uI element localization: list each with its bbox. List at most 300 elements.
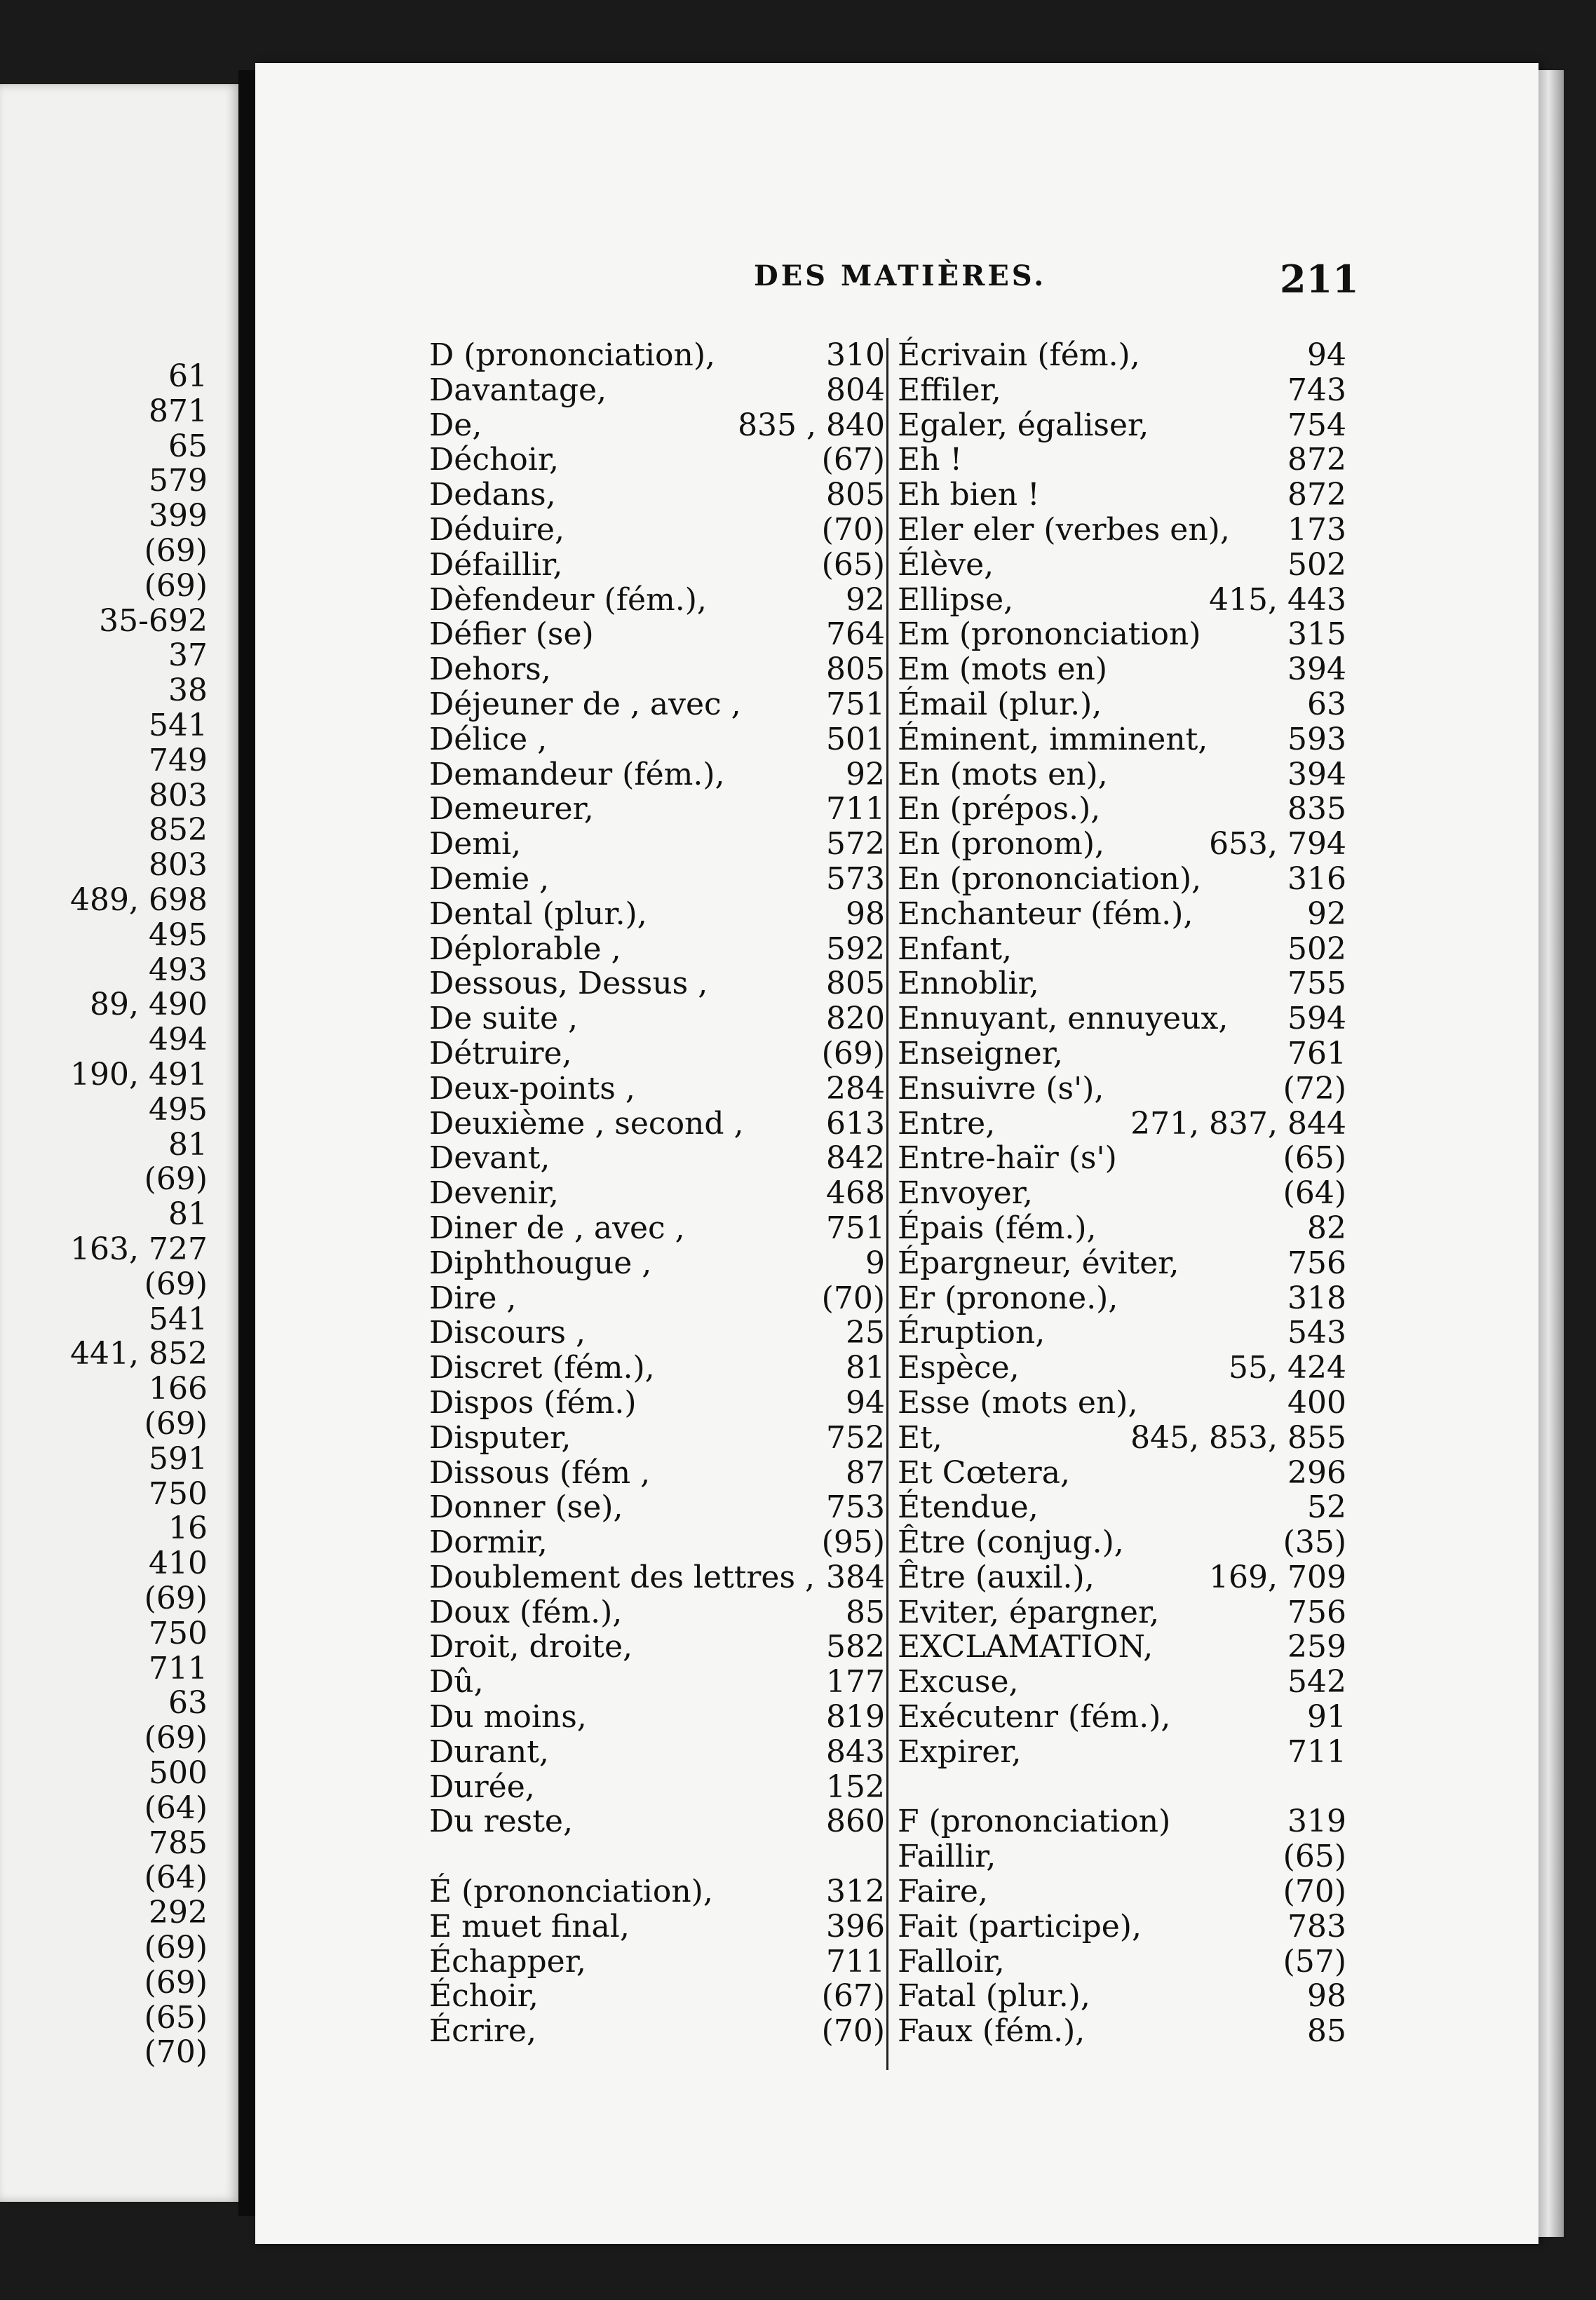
index-entry <box>898 1525 1346 1560</box>
left-margin-number: 852 <box>149 812 208 848</box>
index-entry <box>429 1560 885 1595</box>
index-pages: 152 <box>826 1768 885 1805</box>
index-term: Durant, <box>429 1733 549 1770</box>
index-pages: 653, 794 <box>1209 826 1346 862</box>
index-term: Déplorable , <box>429 931 621 967</box>
index-entry <box>898 1071 1346 1107</box>
left-margin-number: 441, 852 <box>70 1336 208 1372</box>
index-pages: 753 <box>826 1489 885 1526</box>
index-entry <box>429 1525 885 1560</box>
index-pages: 835 , 840 <box>738 407 885 443</box>
index-term: Exécutenr (fém.), <box>898 1699 1171 1736</box>
index-pages: 94 <box>1307 337 1346 373</box>
index-term: Ennoblir, <box>898 966 1039 1002</box>
left-margin-number: 61 <box>168 358 208 394</box>
index-pages: 94 <box>846 1384 885 1421</box>
index-pages: (95) <box>821 1524 885 1561</box>
index-pages: 173 <box>1287 511 1346 548</box>
index-pages: 25 <box>846 1315 885 1351</box>
index-term: Élève, <box>898 546 994 583</box>
index-term: Entre-haïr (s') <box>898 1140 1117 1177</box>
index-pages: 81 <box>846 1350 885 1386</box>
index-entry <box>429 966 885 1001</box>
index-term: Déchoir, <box>429 442 560 478</box>
index-term: Droit, droite, <box>429 1629 633 1665</box>
index-pages: (65) <box>1283 1839 1346 1875</box>
index-pages: 91 <box>1307 1699 1346 1736</box>
left-margin-number: 410 <box>149 1545 208 1582</box>
index-entry <box>429 1909 885 1944</box>
index-entry <box>898 1490 1346 1525</box>
index-term: Ensuivre (s'), <box>898 1070 1104 1107</box>
index-pages: (69) <box>821 1035 885 1071</box>
index-term: Déduire, <box>429 511 564 548</box>
index-entry <box>898 1176 1346 1211</box>
index-term: En (prononciation), <box>898 860 1202 897</box>
index-pages: 542 <box>1287 1664 1346 1700</box>
index-pages: 310 <box>826 337 885 373</box>
index-term: Expirer, <box>898 1733 1022 1770</box>
index-term: Dedans, <box>429 477 556 513</box>
index-entry <box>429 1665 885 1700</box>
index-pages: (70) <box>821 1280 885 1316</box>
index-term: Demeurer, <box>429 791 594 827</box>
index-term: Diner de , avec , <box>429 1210 685 1246</box>
index-pages: 316 <box>1287 860 1346 897</box>
index-entry <box>898 1421 1346 1456</box>
index-term: Étendue, <box>898 1489 1039 1526</box>
index-term: Dispos (fém.) <box>429 1384 637 1421</box>
index-entry <box>898 1560 1346 1595</box>
left-margin-number: 493 <box>149 952 208 988</box>
index-pages: 843 <box>826 1733 885 1770</box>
index-entry <box>898 1211 1346 1246</box>
index-entry <box>429 652 885 687</box>
index-entry <box>429 1630 885 1665</box>
index-term: F (prononciation) <box>898 1804 1171 1840</box>
index-entry <box>898 1770 1346 1805</box>
index-entry <box>898 1456 1346 1491</box>
index-term: Et, <box>898 1419 942 1456</box>
index-entry <box>429 722 885 757</box>
index-term: Er (pronone.), <box>898 1280 1118 1316</box>
index-entry <box>898 792 1346 827</box>
index-term: Délice , <box>429 721 548 757</box>
index-pages: 819 <box>826 1699 885 1736</box>
left-margin-number: 163, 727 <box>70 1231 208 1267</box>
index-pages: 761 <box>1287 1035 1346 1071</box>
index-term: Devenir, <box>429 1175 559 1212</box>
index-entry <box>429 478 885 513</box>
index-entry <box>429 1456 885 1491</box>
index-term: Demie , <box>429 860 550 897</box>
index-term: Eviter, épargner, <box>898 1594 1160 1630</box>
index-term: De suite , <box>429 1001 578 1037</box>
index-term: Durée, <box>429 1768 535 1805</box>
index-term: Em (mots en) <box>898 651 1107 688</box>
index-pages: (72) <box>1283 1070 1346 1107</box>
left-margin-number: (69) <box>144 1161 208 1198</box>
index-term: En (mots en), <box>898 756 1108 792</box>
left-margin-number: 749 <box>149 742 208 778</box>
index-entry <box>898 1874 1346 1909</box>
index-entry <box>429 792 885 827</box>
index-term: E muet final, <box>429 1908 630 1944</box>
index-entry <box>429 1839 885 1874</box>
index-entry <box>898 1735 1346 1770</box>
left-margin-number: 37 <box>168 637 208 674</box>
index-term: Échapper, <box>429 1943 586 1980</box>
index-entry <box>898 1804 1346 1839</box>
page-edge <box>1538 70 1564 2237</box>
left-margin-number: 16 <box>168 1510 208 1547</box>
index-pages: (65) <box>1283 1140 1346 1177</box>
index-column-a <box>429 338 885 2049</box>
index-term: Défaillir, <box>429 546 563 583</box>
index-term: Effiler, <box>898 372 1001 408</box>
index-term: Esse (mots en), <box>898 1384 1138 1421</box>
index-entry <box>429 1001 885 1036</box>
index-pages: 82 <box>1307 1210 1346 1246</box>
index-term: Épais (fém.), <box>898 1210 1097 1246</box>
index-entry <box>429 1735 885 1770</box>
index-entry <box>429 408 885 443</box>
index-entry <box>429 1700 885 1735</box>
left-margin-number: 750 <box>149 1615 208 1651</box>
index-pages: 384 <box>826 1559 885 1595</box>
index-pages: 502 <box>1287 546 1346 583</box>
index-pages: 400 <box>1287 1384 1346 1421</box>
index-entry <box>429 513 885 548</box>
index-entry <box>429 687 885 722</box>
left-margin-number: 803 <box>149 847 208 884</box>
left-margin-number: (69) <box>144 567 208 604</box>
index-entry <box>429 1804 885 1839</box>
index-entry <box>898 1315 1346 1351</box>
index-pages: 396 <box>826 1908 885 1944</box>
index-entry <box>429 548 885 583</box>
left-margin-number: (64) <box>144 1860 208 1896</box>
index-pages: 177 <box>826 1664 885 1700</box>
index-entry <box>429 1490 885 1525</box>
index-term: De, <box>429 407 482 443</box>
index-pages: 805 <box>826 477 885 513</box>
index-term: Écrivain (fém.), <box>898 337 1140 373</box>
index-pages: 169, 709 <box>1209 1559 1346 1595</box>
index-term: É (prononciation), <box>429 1874 713 1910</box>
index-entry <box>898 1839 1346 1874</box>
index-entry <box>898 1001 1346 1036</box>
index-term: Dehors, <box>429 651 551 688</box>
left-margin-number: 399 <box>149 498 208 534</box>
index-term: Défier (se) <box>429 616 594 653</box>
index-pages: 284 <box>826 1070 885 1107</box>
index-term: Egaler, égaliser, <box>898 407 1149 443</box>
index-pages: 613 <box>826 1105 885 1142</box>
index-term: Dû, <box>429 1664 484 1700</box>
index-entry <box>898 548 1346 583</box>
page-number: 211 <box>1280 257 1359 302</box>
index-term: Du reste, <box>429 1804 573 1840</box>
index-pages: 751 <box>826 686 885 722</box>
index-entry <box>898 1630 1346 1665</box>
index-term: Deux-points , <box>429 1070 635 1107</box>
index-entry <box>898 722 1346 757</box>
left-margin-number: 81 <box>168 1196 208 1233</box>
index-entry <box>898 1246 1346 1281</box>
index-term: Et Cœtera, <box>898 1454 1070 1491</box>
index-pages: 296 <box>1287 1454 1346 1491</box>
index-pages: 845, 853, 855 <box>1130 1419 1346 1456</box>
index-pages: 87 <box>846 1454 885 1491</box>
index-entry <box>898 932 1346 967</box>
index-term: Déjeuner de , avec , <box>429 686 741 722</box>
index-term: Détruire, <box>429 1035 572 1071</box>
index-entry <box>898 862 1346 897</box>
index-entry <box>898 478 1346 513</box>
index-entry <box>898 757 1346 792</box>
index-entry <box>898 1281 1346 1316</box>
index-entry <box>898 1700 1346 1735</box>
index-pages: 755 <box>1287 966 1346 1002</box>
left-margin-number: 495 <box>149 916 208 953</box>
index-pages: 711 <box>1287 1733 1346 1770</box>
index-pages: 872 <box>1287 442 1346 478</box>
index-pages: 872 <box>1287 477 1346 513</box>
index-pages: 804 <box>826 372 885 408</box>
index-term: D (prononciation), <box>429 337 715 373</box>
index-term: Dire , <box>429 1280 517 1316</box>
index-entry <box>898 966 1346 1001</box>
index-pages: (70) <box>821 511 885 548</box>
index-entry <box>429 1071 885 1107</box>
index-pages: 592 <box>826 931 885 967</box>
index-pages: 98 <box>1307 1978 1346 2015</box>
index-pages: 783 <box>1287 1908 1346 1944</box>
left-margin-number: (69) <box>144 533 208 569</box>
index-pages: (65) <box>821 546 885 583</box>
index-entry <box>429 1386 885 1421</box>
index-term: Eh ! <box>898 442 963 478</box>
left-margin-number: 166 <box>149 1371 208 1407</box>
index-term: Dissous (fém , <box>429 1454 651 1491</box>
index-pages: 92 <box>846 756 885 792</box>
index-entry <box>898 687 1346 722</box>
index-pages: 85 <box>846 1594 885 1630</box>
index-pages: 468 <box>826 1175 885 1212</box>
index-entry <box>898 827 1346 862</box>
index-pages: 842 <box>826 1140 885 1177</box>
index-entry <box>429 1770 885 1805</box>
index-entry <box>898 1386 1346 1421</box>
left-margin-number: (69) <box>144 1930 208 1966</box>
index-pages: 98 <box>846 895 885 932</box>
index-term: Em (prononciation) <box>898 616 1201 653</box>
left-margin-number: (69) <box>144 1964 208 2001</box>
index-pages: 92 <box>1307 895 1346 932</box>
index-entry <box>898 652 1346 687</box>
left-margin-number: 500 <box>149 1755 208 1791</box>
index-entry <box>429 373 885 408</box>
index-entry <box>898 513 1346 548</box>
index-term: EXCLAMATION, <box>898 1629 1154 1665</box>
index-entry <box>898 1944 1346 1980</box>
left-margin-number: 750 <box>149 1475 208 1512</box>
index-entry <box>898 1351 1346 1386</box>
left-margin-number: 541 <box>149 1301 208 1337</box>
index-entry <box>898 1107 1346 1142</box>
index-term: Épargneur, éviter, <box>898 1245 1179 1281</box>
index-entry <box>898 1141 1346 1176</box>
index-term: Enfant, <box>898 931 1012 967</box>
index-pages: 502 <box>1287 931 1346 967</box>
left-margin-number: 65 <box>168 428 208 464</box>
index-entry <box>429 1281 885 1316</box>
index-term: Ellipse, <box>898 581 1014 618</box>
left-margin-number: 38 <box>168 672 208 709</box>
running-head: DES MATIÈRES. <box>754 259 1047 292</box>
index-entry <box>429 1036 885 1071</box>
index-pages: 572 <box>826 826 885 862</box>
index-term: Éruption, <box>898 1315 1046 1351</box>
index-pages: 573 <box>826 860 885 897</box>
index-pages: (57) <box>1283 1943 1346 1980</box>
index-pages: (70) <box>821 2013 885 2050</box>
index-entry <box>429 827 885 862</box>
index-term: Espèce, <box>898 1350 1020 1386</box>
index-entry <box>429 932 885 967</box>
index-term: Dental (plur.), <box>429 895 647 932</box>
index-term: Diphthougue , <box>429 1245 652 1281</box>
left-margin-number: 711 <box>149 1650 208 1686</box>
index-pages: 756 <box>1287 1594 1346 1630</box>
index-pages: 594 <box>1287 1001 1346 1037</box>
index-entry <box>429 1315 885 1351</box>
index-pages: (35) <box>1283 1524 1346 1561</box>
index-pages: 756 <box>1287 1245 1346 1281</box>
left-margin-number: (69) <box>144 1720 208 1757</box>
left-margin-number: (65) <box>144 1999 208 2036</box>
index-column-b <box>898 338 1346 2049</box>
index-term: Demandeur (fém.), <box>429 756 725 792</box>
index-pages: 820 <box>826 1001 885 1037</box>
index-pages: 315 <box>1287 616 1346 653</box>
index-term: Enchanteur (fém.), <box>898 895 1193 932</box>
index-entry <box>898 442 1346 478</box>
index-pages: 394 <box>1287 651 1346 688</box>
index-entry <box>898 1909 1346 1944</box>
index-entry <box>898 617 1346 652</box>
left-margin-number: 803 <box>149 777 208 813</box>
index-pages: 582 <box>826 1629 885 1665</box>
index-term: Deuxième , second , <box>429 1105 744 1142</box>
left-margin-number: 89, 490 <box>90 987 208 1023</box>
index-entry <box>429 897 885 932</box>
index-term: Faillir, <box>898 1839 996 1875</box>
left-margin-number: 35-692 <box>99 602 208 639</box>
left-margin-number: 81 <box>168 1126 208 1163</box>
index-term: Discours , <box>429 1315 586 1351</box>
index-entry <box>898 1979 1346 2014</box>
index-term: Eler eler (verbes en), <box>898 511 1230 548</box>
index-term: Faire, <box>898 1874 988 1910</box>
index-pages: 711 <box>826 1943 885 1980</box>
index-pages: 271, 837, 844 <box>1130 1105 1346 1142</box>
index-pages: 860 <box>826 1804 885 1840</box>
index-pages: 312 <box>826 1874 885 1910</box>
index-term: Faux (fém.), <box>898 2013 1086 2050</box>
index-pages: 318 <box>1287 1280 1346 1316</box>
index-entry <box>898 1036 1346 1071</box>
index-term: Falloir, <box>898 1943 1005 1980</box>
index-entry <box>429 1141 885 1176</box>
index-entry <box>429 1246 885 1281</box>
index-term: En (pronom), <box>898 826 1105 862</box>
book-gutter <box>238 70 255 2216</box>
index-entry <box>429 1874 885 1909</box>
index-pages: 711 <box>826 791 885 827</box>
index-term: Être (auxil.), <box>898 1559 1095 1595</box>
left-margin-number: (64) <box>144 1790 208 1826</box>
left-margin-number: (70) <box>144 2034 208 2071</box>
index-pages: 805 <box>826 651 885 688</box>
index-pages: 259 <box>1287 1629 1346 1665</box>
index-pages: 835 <box>1287 791 1346 827</box>
index-term: Discret (fém.), <box>429 1350 655 1386</box>
left-margin-number: 579 <box>149 463 208 499</box>
index-entry <box>898 2014 1346 2049</box>
left-margin-number: 190, 491 <box>70 1057 208 1092</box>
index-term: Être (conjug.), <box>898 1524 1124 1561</box>
index-entry <box>898 1595 1346 1630</box>
index-term: Enseigner, <box>898 1035 1063 1071</box>
index-term: Donner (se), <box>429 1489 623 1526</box>
index-entry <box>429 1107 885 1142</box>
index-pages: 394 <box>1287 756 1346 792</box>
index-term: Fatal (plur.), <box>898 1978 1090 2015</box>
left-margin-number: (69) <box>144 1266 208 1302</box>
index-pages: 63 <box>1307 686 1346 722</box>
index-pages: 55, 424 <box>1229 1350 1346 1386</box>
index-pages: 415, 443 <box>1209 581 1346 618</box>
index-entry <box>429 442 885 478</box>
index-entry <box>429 617 885 652</box>
index-entry <box>429 583 885 618</box>
left-margin-number: (69) <box>144 1581 208 1616</box>
left-margin-number: 292 <box>149 1895 208 1931</box>
left-margin-number: 63 <box>168 1685 208 1721</box>
index-pages: 92 <box>846 581 885 618</box>
index-pages: (67) <box>821 1978 885 2015</box>
left-margin-number: 591 <box>149 1440 208 1477</box>
index-pages: (70) <box>1283 1874 1346 1910</box>
index-entry <box>429 862 885 897</box>
index-entry <box>429 1421 885 1456</box>
index-entry <box>898 897 1346 932</box>
index-entry <box>898 373 1346 408</box>
index-pages: 752 <box>826 1419 885 1456</box>
index-entry <box>429 1351 885 1386</box>
index-pages: 52 <box>1307 1489 1346 1526</box>
column-divider <box>886 338 888 2070</box>
index-pages: 319 <box>1287 1804 1346 1840</box>
index-pages: 743 <box>1287 372 1346 408</box>
index-entry <box>898 338 1346 373</box>
index-term: Demi, <box>429 826 522 862</box>
index-pages: 9 <box>865 1245 885 1281</box>
index-term: Éminent, imminent, <box>898 721 1208 757</box>
index-entry <box>429 1595 885 1630</box>
